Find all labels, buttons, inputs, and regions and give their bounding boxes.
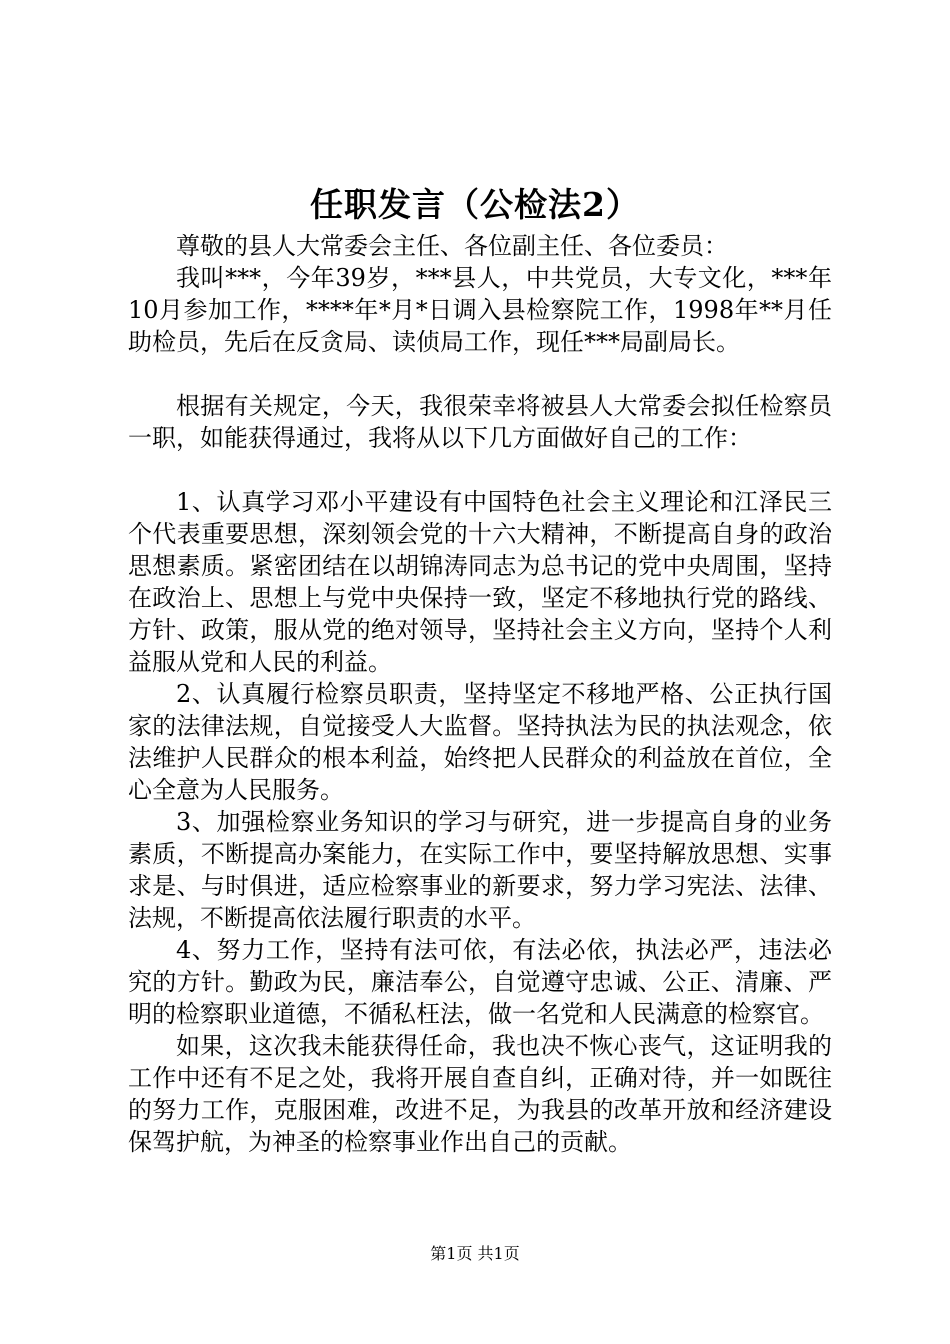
salutation: 尊敬的县人大常委会主任、各位副主任、各位委员： <box>176 232 728 260</box>
point-paragraph-4: 4、努力工作，坚持有法可依，有法必依，执法必严，违法必究的方针。勤政为民，廉洁奉公，自觉遵守忠诚、公正、清廉、严明的检察职业道德，不循私枉法，做一名党和人民满意的检察官。 <box>128 936 832 1028</box>
paragraph-spacer <box>128 358 832 390</box>
statement-paragraph: 根据有关规定，今天，我很荣幸将被县人大常委会拟任检察员一职，如能获得通过，我将从以下几方面做好自己的工作： <box>128 392 832 452</box>
point-paragraph-2: 2、认真履行检察员职责，坚持坚定不移地严格、公正执行国家的法律法规，自觉接受人大监督。坚持执法为民的执法观念，依法维护人民群众的根本利益，始终把人民群众的利益放在首位，全心全意为人民服务。 <box>128 680 832 804</box>
page-footer: 第1页 共1页 <box>430 1244 520 1263</box>
paragraph-spacer <box>128 454 832 486</box>
intro-paragraph: 我叫***，今年39岁，***县人，中共党员，大专文化，***年10月参加工作，****年*月*日调入县检察院工作，1998年**月任助检员，先后在反贪局、读侦局工作，现任***局副局长。 <box>128 264 832 356</box>
document-title: 任职发言（公检法2） <box>310 185 640 224</box>
closing-paragraph: 如果，这次我未能获得任命，我也决不恢心丧气，这证明我的工作中还有不足之处，我将开展自查自纠，正确对待，并一如既往的努力工作，克服困难，改进不足，为我县的改革开放和经济建设保驾护航，为神圣的检察事业作出自己的贡献。 <box>128 1032 832 1156</box>
point-paragraph-3: 3、加强检察业务知识的学习与研究，进一步提高自身的业务素质，不断提高办案能力，在实际工作中，要坚持解放思想、实事求是、与时俱进，适应检察事业的新要求，努力学习宪法、法律、法规，不断提高依法履行职责的水平。 <box>128 808 832 932</box>
point-paragraph-1: 1、认真学习邓小平建设有中国特色社会主义理论和江泽民三个代表重要思想，深刻领会党的十六大精神，不断提高自身的政治思想素质。紧密团结在以胡锦涛同志为总书记的党中央周围，坚持在政治上、思想上与党中央保持一致，坚定不移地执行党的路线、方针、政策，服从党的绝对领导，坚持社会主义方向，坚持个人利益服从党和人民的利益。 <box>128 488 832 676</box>
document-body <box>128 230 832 1158</box>
